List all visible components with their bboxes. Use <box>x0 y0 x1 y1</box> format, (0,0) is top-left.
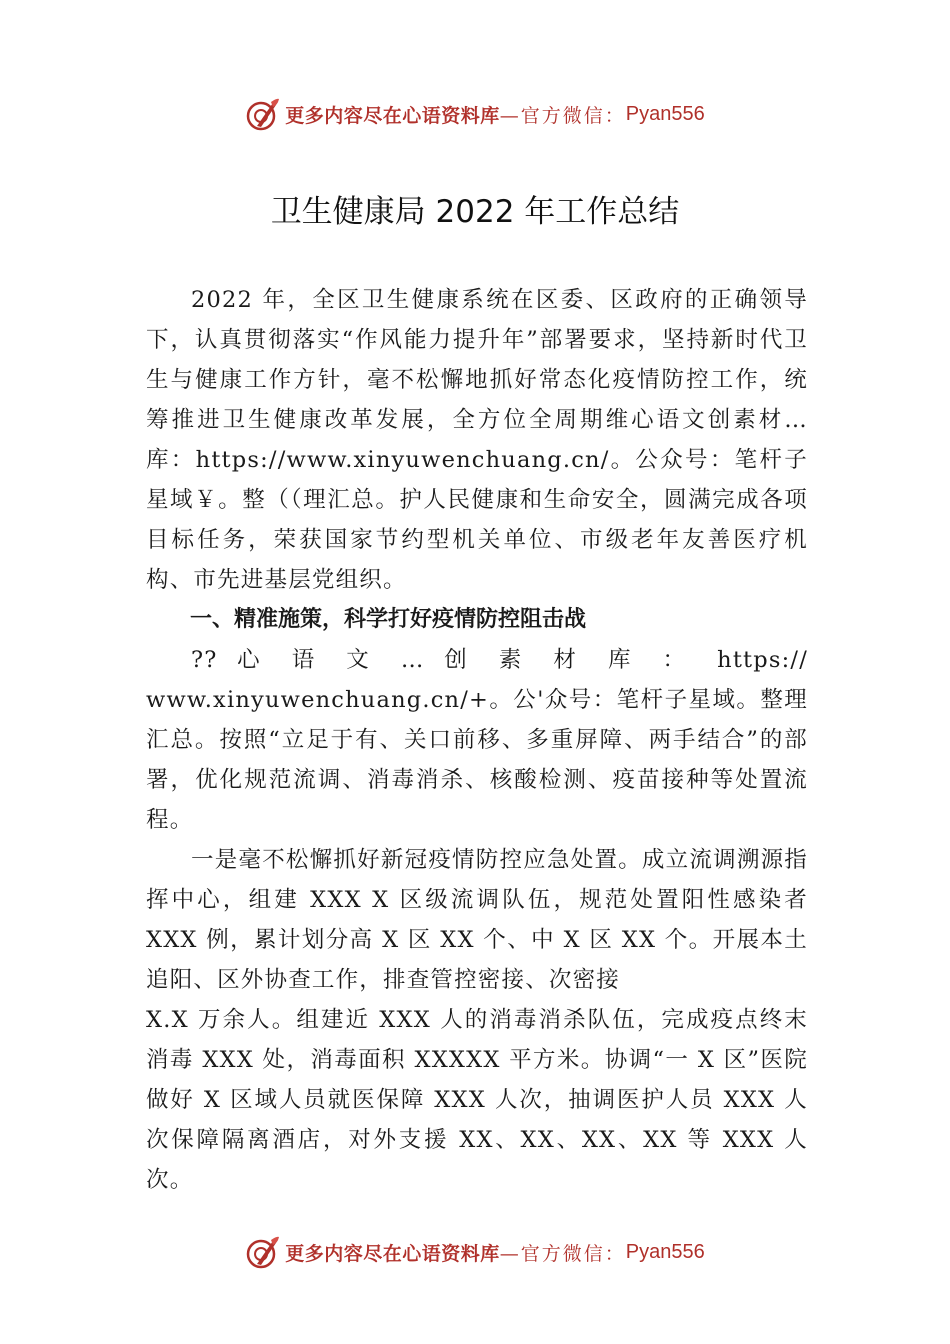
footer-banner <box>0 1232 950 1272</box>
banner-main-text: 更多内容尽在心语资料库 <box>285 1242 500 1265</box>
banner-sub-text: —官方微信： <box>499 1242 626 1265</box>
paragraph-2-line-1: ?? 心 语 文 … 创 素 材 库 ： https:// <box>191 647 808 673</box>
banner-wechat-id: Pyan556 <box>625 102 705 125</box>
quill-logo-icon <box>245 96 281 132</box>
section-heading-1: 一、精准施策，科学打好疫情防控阻击战 <box>190 607 587 632</box>
paragraph-2-body: www.xinyuwenchuang.cn/+。公'众号：笔杆子星域。整理汇总。按照“立足于有、关口前移、多重屏障、两手结合”的部署，优化规范流调、消毒消杀、核酸检测、疫苗接种等处置流程。 <box>146 687 808 833</box>
page-title: 卫生健康局 2022 年工作总结 <box>270 194 680 230</box>
paragraph-3-part-1: 一是毫不松懈抓好新冠疫情防控应急处置。成立流调溯源指挥中心，组建 XXX X 区级流调队伍，规范处置阳性感染者 XXX 例，累计划分高 X 区 XX 个、中 X 区 XX 个。开展本土追阳、区外协查工作，排查管控密接、次密接 <box>146 847 808 993</box>
intro-paragraph: 2022 年，全区卫生健康系统在区委、区政府的正确领导下，认真贯彻落实“作风能力提升年”部署要求，坚持新时代卫生与健康工作方针，毫不松懈地抓好常态化疫情防控工作，统筹推进卫生健康改革发展，全方位全周期维心语文创素材…库：https://www.xinyuwenchuang.cn/。公众号：笔杆子星域￥。整（（理汇总。护人民健康和生命安全，圆满完成各项目标任务，荣获国家节约型机关单位、市级老年友善医疗机构、市先进基层党组织。 <box>146 287 808 593</box>
banner-wechat-id: Pyan556 <box>625 1240 705 1263</box>
banner-main-text: 更多内容尽在心语资料库 <box>285 104 500 127</box>
banner-sub-text: —官方微信： <box>499 104 626 127</box>
header-banner <box>0 94 950 134</box>
quill-logo-icon <box>245 1234 281 1270</box>
paragraph-3-part-2: X.X 万余人。组建近 XXX 人的消毒消杀队伍，完成疫点终末消毒 XXX 处，消毒面积 XXXXX 平方米。协调“一 X 区”医院做好 X 区域人员就医保障 XXX 人次，抽调医护人员 XXX 人次保障隔离酒店，对外支援 XX、XX、XX、XX 等 XXX 人次。 <box>146 1007 808 1193</box>
document-body <box>146 280 808 1200</box>
